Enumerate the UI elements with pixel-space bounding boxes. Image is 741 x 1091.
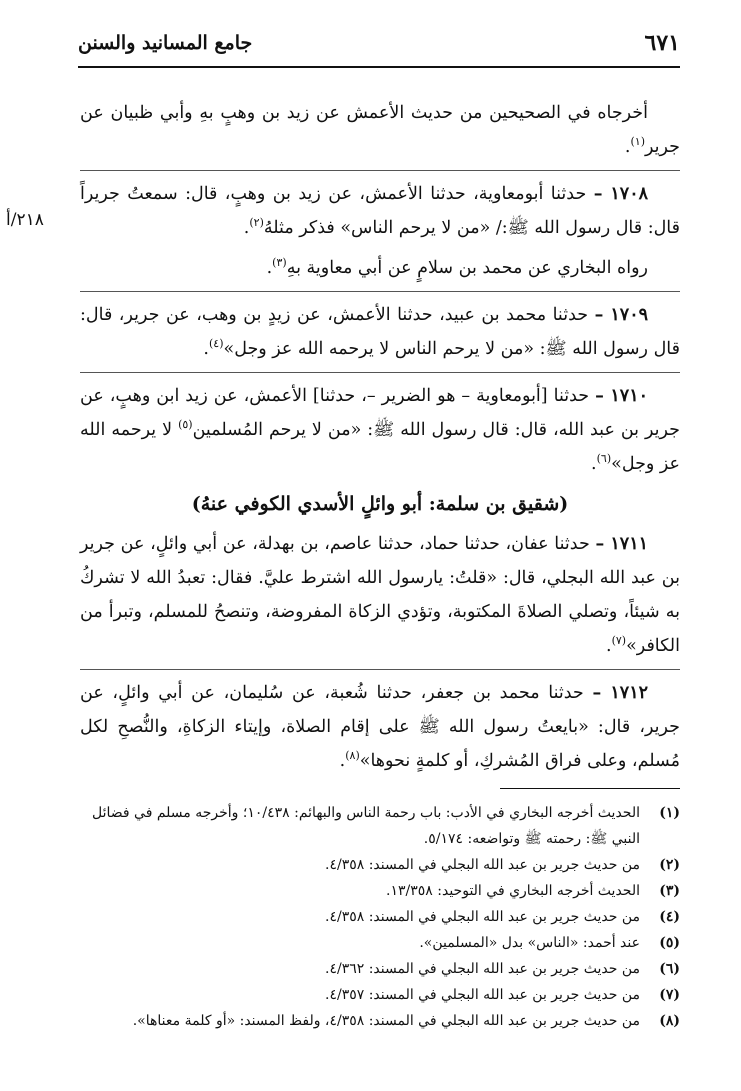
- running-header: [78, 28, 680, 62]
- footnote-item: [80, 852, 680, 878]
- main-text: [80, 96, 680, 784]
- footnote-number: (٥): [659, 935, 680, 951]
- hadith-number: ١٧٠٩ –: [594, 305, 648, 325]
- footnote-text: من حديث جرير بن عبد الله البجلي في المسند: ٤/٣٥٨، ولفظ المسند: «أو كلمة معناها».: [132, 1013, 640, 1029]
- footnote-ref: (١): [630, 135, 645, 149]
- page-number: ٦٧١: [644, 30, 680, 56]
- hadith-number: ١٧١٠ –: [595, 386, 648, 406]
- footnote-text: الحديث أخرجه البخاري في التوحيد: ١٣/٣٥٨.: [386, 883, 640, 899]
- footnotes: [80, 800, 680, 1034]
- footnote-number: (٦): [659, 961, 680, 977]
- footnote-ref: (٦): [596, 452, 612, 466]
- paragraph-divider: [80, 372, 680, 373]
- footnote-text: من حديث جرير بن عبد الله البجلي في المسند: ٤/٣٥٨.: [325, 909, 640, 925]
- footnote-item: [80, 878, 680, 904]
- footnote-number: (٨): [659, 1013, 680, 1029]
- footnote-ref: (٥): [178, 418, 193, 432]
- paragraph-intro: أخرجاه في الصحيحين من حديث الأعمش عن زيد بن وهبٍ بهِ وأبي ظبيان عن جرير$^{(١)}$.: [80, 103, 680, 157]
- intro-text: أخرجاه في الصحيحين من حديث الأعمش عن زيد بن وهبٍ بهِ وأبي ظبيان عن جرير: [80, 103, 680, 157]
- manuscript-folio-note: ٢١٨/أ: [6, 210, 44, 230]
- bukhari-note: رواه البخاري عن محمد بن سلامٍ عن أبي معاوية بهِ$^{(٣)}$.: [266, 256, 648, 278]
- hadith-number: ١٧٠٨ –: [593, 184, 648, 204]
- hadith-1709: ١٧٠٩ – حدثنا محمد بن عبيد، حدثنا الأعمش، عن زيدٍ بن وهب، عن جرير، قال: قال رسول الله ﷺ: «من لا يرحم الناس لا يرحمه الله عز وجل»$^{(٤)}$.: [80, 305, 680, 359]
- hadith-text: حدثنا عفان، حدثنا حماد، حدثنا عاصم، بن بهدلة، عن أبي وائلٍ، عن جرير بن عبد الله البجلي، قال: «قلتُ: يارسول الله اشترط عليَّ. فقال: تعبدُ الله لا تشركُ به شيئاً، وتصلي الصلاةَ المكتوبة، وتؤدي الزكاة المفروضة، وتنصحُ للمسلم، وتبرأ من الكافر»: [80, 534, 680, 656]
- hadith-1708: ١٧٠٨ – حدثنا أبومعاوية، حدثنا الأعمش، عن زيد بن وهبٍ، قال: سمعتُ جريراً قال: قال رسول الله ﷺ:/ «من لا يرحم الناس» فذكر مثلهُ$^{(٢)}$.: [80, 184, 680, 238]
- header-rule: [78, 66, 680, 68]
- footnote-number: (٢): [659, 857, 680, 873]
- footnote-text: من حديث جرير بن عبد الله البجلي في المسند: ٤/٣٦٢.: [325, 961, 640, 977]
- footnote-text: الحديث أخرجه البخاري في الأدب: باب رحمة الناس والبهائم: ١٠/٤٣٨؛ وأخرجه مسلم في فضائل النبي ﷺ: رحمته ﷺ وتواضعه: ٥/١٧٤.: [92, 805, 640, 847]
- footnote-item: [80, 930, 680, 956]
- footnote-item: [80, 982, 680, 1008]
- footnote-ref: (٨): [345, 749, 360, 763]
- footnote-text: من حديث جرير بن عبد الله البجلي في المسند: ٤/٣٥٧.: [325, 987, 640, 1003]
- footnote-ref: (٧): [611, 634, 627, 648]
- book-title: جامع المسانيد والسنن: [78, 32, 253, 54]
- footnote-text: من حديث جرير بن عبد الله البجلي في المسند: ٤/٣٥٨.: [325, 857, 640, 873]
- footnote-number: (٤): [659, 909, 680, 925]
- hadith-number: ١٧١٢ –: [592, 683, 648, 703]
- narration-text: رواه البخاري عن محمد بن سلامٍ عن أبي معاوية بهِ: [286, 258, 648, 278]
- hadith-1712: ١٧١٢ – حدثنا محمد بن جعفر، حدثنا شُعبة، عن سُليمان، عن أبي وائلٍ، عن جرير، قال: «بايعتُ رسول الله ﷺ على إقام الصلاة، وإيتاء الزكاةِ، والنُّصحِ لكل مُسلم، وعلى فراق المُشركِ، أو كلمةٍ نحوها»$^{(٨)}$.: [80, 683, 680, 771]
- footnote-number: (١): [659, 805, 680, 821]
- paragraph-divider: [80, 170, 680, 171]
- paragraph-divider: [80, 669, 680, 670]
- footnote-item: [80, 904, 680, 930]
- footnote-ref: (٢): [249, 216, 264, 230]
- footnote-item: [80, 1008, 680, 1034]
- hadith-1711: ١٧١١ – حدثنا عفان، حدثنا حماد، حدثنا عاصم، بن بهدلة، عن أبي وائلٍ، عن جرير بن عبد الله البجلي، قال: «قلتُ: يارسول الله اشترط عليَّ. فقال: تعبدُ الله لا تشركُ به شيئاً، وتصلي الصلاةَ المكتوبة، وتؤدي الزكاة المفروضة، وتنصحُ للمسلم، وتبرأ من الكافر»$^{(٧)}$.: [80, 534, 680, 656]
- footnote-separator: [500, 788, 680, 789]
- section-heading: (شقيق بن سلمة: أبو وائلٍ الأسدي الكوفي عنهُ): [191, 493, 569, 515]
- hadith-text: حدثنا أبومعاوية، حدثنا الأعمش، عن زيد بن وهبٍ، قال: سمعتُ جريراً قال: قال رسول الله ﷺ:/ «من لا يرحم الناس» فذكر مثلهُ: [80, 184, 680, 238]
- footnote-number: (٣): [659, 883, 680, 899]
- footnote-ref: (٣): [272, 256, 287, 270]
- footnote-item: [80, 956, 680, 982]
- hadith-text: حدثنا [أبومعاوية – هو الضرير –، حدثنا] الأعمش، عن زيد ابن وهبٍ، عن جرير بن عبد الله، قال: قال رسول الله ﷺ: «من لا يرحم المُسلمين: [80, 386, 680, 440]
- hadith-text-end: لا يرحمه الله عز وجل»: [80, 420, 680, 474]
- hadith-text: حدثنا محمد بن جعفر، حدثنا شُعبة، عن سُليمان، عن أبي وائلٍ، عن جرير، قال: «بايعتُ رسول الله ﷺ على إقام الصلاة، وإيتاء الزكاةِ، والنُّصحِ لكل مُسلم، وعلى فراق المُشركِ، أو كلمةٍ نحوها»: [80, 683, 680, 771]
- paragraph-divider: [80, 291, 680, 292]
- footnote-ref: (٤): [208, 337, 224, 351]
- footnote-item: [80, 800, 680, 852]
- footnote-number: (٧): [659, 987, 680, 1003]
- hadith-number: ١٧١١ –: [595, 534, 648, 554]
- hadith-text: حدثنا محمد بن عبيد، حدثنا الأعمش، عن زيدٍ بن وهب، عن جرير، قال: قال رسول الله ﷺ: «من لا يرحم الناس لا يرحمه الله عز وجل»: [80, 305, 680, 359]
- footnote-text: عند أحمد: «الناس» بدل «المسلمين».: [419, 935, 640, 951]
- hadith-1710: ١٧١٠ – حدثنا [أبومعاوية – هو الضرير –، حدثنا] الأعمش، عن زيد ابن وهبٍ، عن جرير بن عبد الله، قال: قال رسول الله ﷺ: «من لا يرحم المُسلمين$^{(٥)}$ لا يرحمه الله عز وجل»$^{(٦)}$.: [80, 386, 680, 474]
